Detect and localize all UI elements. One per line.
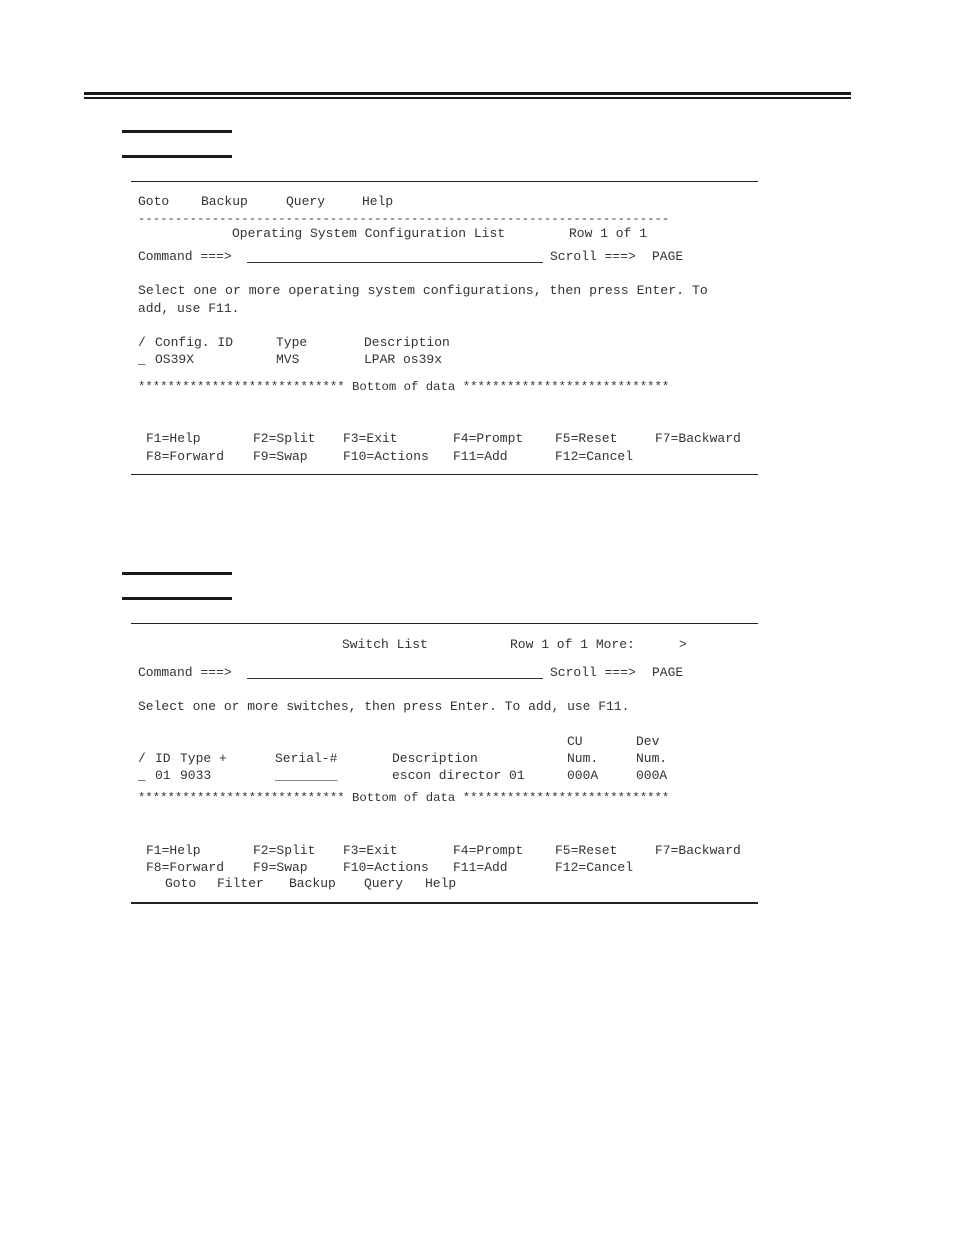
- fkey-f5[interactable]: F5=Reset: [555, 431, 618, 446]
- fkey-f2[interactable]: F2=Split: [253, 431, 316, 446]
- col-type: Type: [276, 335, 308, 350]
- fkey-f12[interactable]: F12=Cancel: [555, 449, 634, 464]
- fkey-f10[interactable]: F10=Actions: [343, 449, 429, 464]
- section-marker-bottom: [122, 155, 232, 158]
- menu-help[interactable]: Help: [362, 194, 394, 209]
- fkey-f1[interactable]: F1=Help: [146, 843, 201, 858]
- instruction-line-2: add, use F11.: [138, 301, 240, 316]
- fkey-f5[interactable]: F5=Reset: [555, 843, 618, 858]
- fkey-f7[interactable]: F7=Backward: [655, 843, 741, 858]
- col-cu-num: Num.: [567, 751, 599, 766]
- row-dev-num: 000A: [636, 768, 668, 783]
- row-select-field[interactable]: _: [138, 352, 146, 367]
- panel-title: Operating System Configuration List: [232, 226, 506, 241]
- col-config-id: Config. ID: [155, 335, 234, 350]
- col-select: /: [138, 751, 146, 766]
- col-description: Description: [392, 751, 478, 766]
- col-dev-top: Dev: [636, 734, 660, 749]
- instruction-line-1: Select one or more operating system configurations, then press Enter. To: [138, 283, 708, 298]
- scroll-value[interactable]: PAGE: [652, 249, 684, 264]
- fkey-f8[interactable]: F8=Forward: [146, 449, 225, 464]
- fkey-f8[interactable]: F8=Forward: [146, 860, 225, 875]
- col-description: Description: [364, 335, 450, 350]
- menu-filter[interactable]: Filter: [217, 876, 264, 891]
- panel-top-border: [131, 623, 758, 624]
- fkey-f9[interactable]: F9=Swap: [253, 449, 308, 464]
- col-serial: Serial-#: [275, 751, 338, 766]
- command-label: Command ===>: [138, 665, 232, 680]
- row-select-field[interactable]: _: [138, 768, 146, 783]
- menu-goto[interactable]: Goto: [165, 876, 197, 891]
- fkey-f4[interactable]: F4=Prompt: [453, 431, 524, 446]
- scroll-value[interactable]: PAGE: [652, 665, 684, 680]
- fkey-f12[interactable]: F12=Cancel: [555, 860, 634, 875]
- command-input[interactable]: [247, 667, 543, 679]
- menu-separator: ------------------------------------------------------------------------: [138, 212, 670, 226]
- menu-backup[interactable]: Backup: [201, 194, 248, 209]
- menu-help[interactable]: Help: [425, 876, 457, 891]
- row-type: MVS: [276, 352, 300, 367]
- row-id: 01: [155, 768, 171, 783]
- bottom-of-data: **************************** Bottom of data ****************************: [138, 791, 670, 805]
- row-type: 9033: [180, 768, 212, 783]
- menu-goto[interactable]: Goto: [138, 194, 170, 209]
- row-description: escon director 01: [392, 768, 525, 783]
- col-select: /: [138, 335, 146, 350]
- fkey-f3[interactable]: F3=Exit: [343, 431, 398, 446]
- row-cu-num: 000A: [567, 768, 599, 783]
- row-indicator: Row 1 of 1: [569, 226, 648, 241]
- section-marker-top: [122, 572, 232, 575]
- row-description: LPAR os39x: [364, 352, 443, 367]
- row-config-id: OS39X: [155, 352, 195, 367]
- panel-bottom-border: [131, 902, 758, 904]
- col-id: ID: [155, 751, 171, 766]
- bottom-of-data: **************************** Bottom of data ****************************: [138, 380, 670, 394]
- fkey-f7[interactable]: F7=Backward: [655, 431, 741, 446]
- menu-query[interactable]: Query: [286, 194, 326, 209]
- instruction-line: Select one or more switches, then press Enter. To add, use F11.: [138, 699, 630, 714]
- fkey-f1[interactable]: F1=Help: [146, 431, 201, 446]
- fkey-f4[interactable]: F4=Prompt: [453, 843, 524, 858]
- panel-title: Switch List: [342, 637, 428, 652]
- command-label: Command ===>: [138, 249, 232, 264]
- col-type: Type +: [180, 751, 227, 766]
- row-indicator: Row 1 of 1 More:: [510, 637, 635, 652]
- menu-query[interactable]: Query: [364, 876, 404, 891]
- scroll-label: Scroll ===>: [550, 249, 636, 264]
- fkey-f2[interactable]: F2=Split: [253, 843, 316, 858]
- section-marker-top: [122, 130, 232, 133]
- scroll-label: Scroll ===>: [550, 665, 636, 680]
- header-rule-bottom: [84, 97, 851, 99]
- row-serial-field[interactable]: ________: [275, 768, 338, 783]
- col-cu-top: CU: [567, 734, 583, 749]
- fkey-f9[interactable]: F9=Swap: [253, 860, 308, 875]
- menu-backup[interactable]: Backup: [289, 876, 336, 891]
- col-dev-num: Num.: [636, 751, 668, 766]
- header-rule-top: [84, 92, 851, 95]
- panel-bottom-border: [131, 474, 758, 475]
- section-marker-bottom: [122, 597, 232, 600]
- panel-top-border: [131, 181, 758, 182]
- more-indicator[interactable]: >: [679, 637, 687, 652]
- fkey-f11[interactable]: F11=Add: [453, 449, 508, 464]
- fkey-f3[interactable]: F3=Exit: [343, 843, 398, 858]
- fkey-f11[interactable]: F11=Add: [453, 860, 508, 875]
- command-input[interactable]: [247, 251, 543, 263]
- fkey-f10[interactable]: F10=Actions: [343, 860, 429, 875]
